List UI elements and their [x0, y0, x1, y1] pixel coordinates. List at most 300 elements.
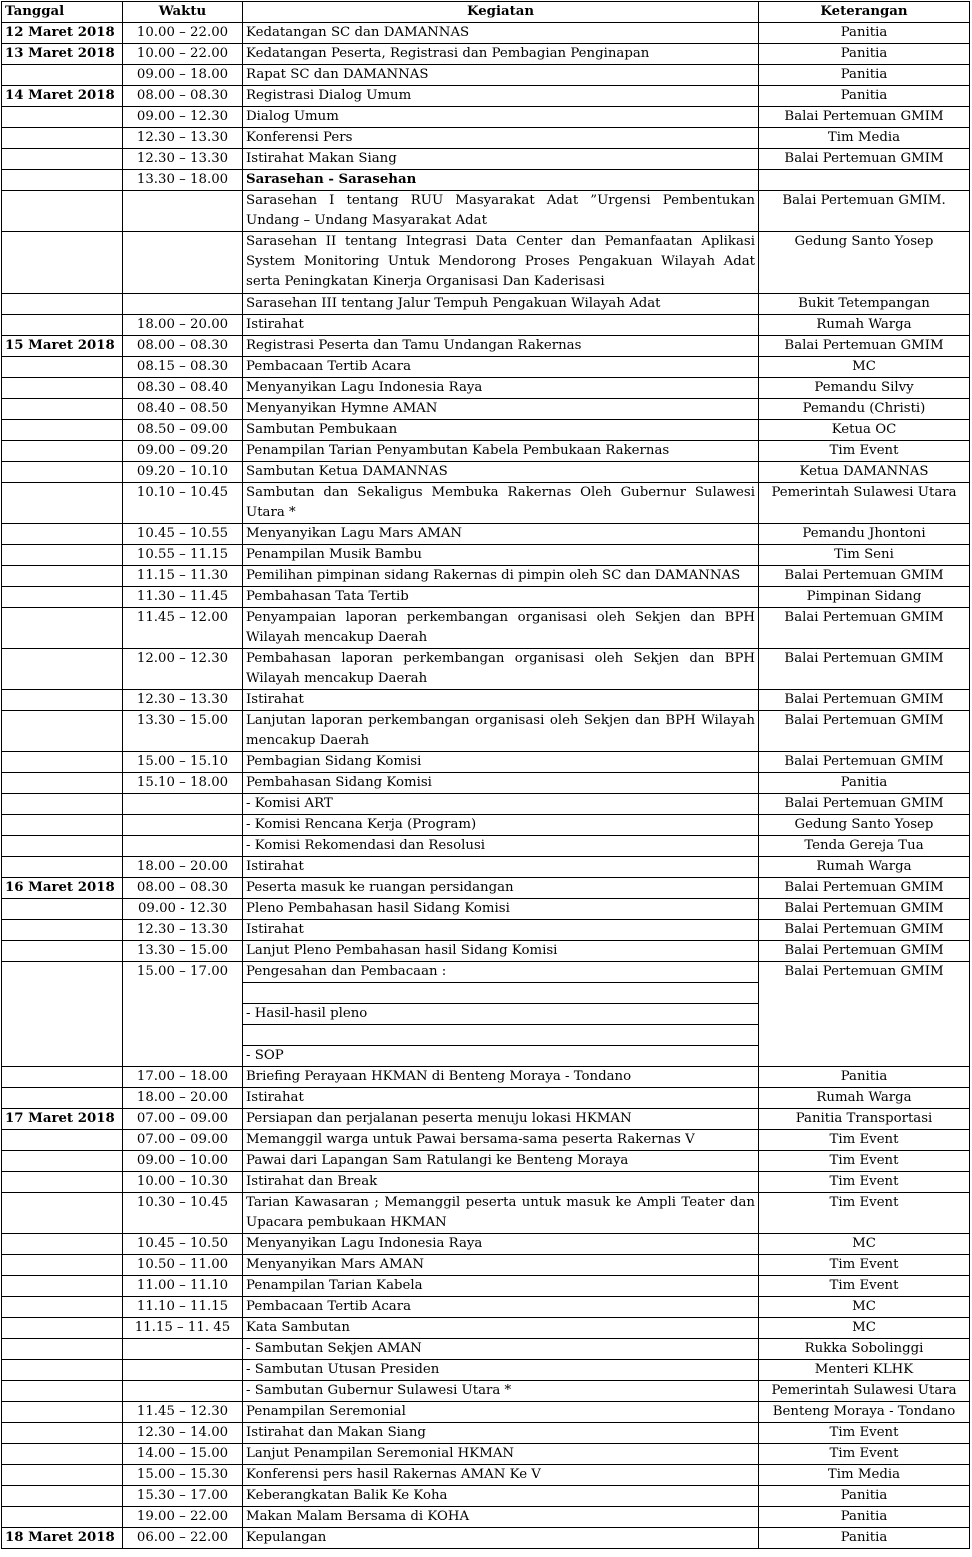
row-date: 14 Maret 2018 [2, 86, 123, 107]
row-note: Balai Pertemuan GMIM. [759, 191, 970, 232]
row-date [2, 1486, 123, 1507]
row-time: 18.00 – 20.00 [123, 857, 243, 878]
row-time: 11.15 – 11. 45 [123, 1318, 243, 1339]
row-date [2, 1507, 123, 1528]
row-time: 15.30 – 17.00 [123, 1486, 243, 1507]
row-note: Menteri KLHK [759, 1360, 970, 1381]
row-activity: Penampilan Seremonial [243, 1402, 759, 1423]
row-activity: Istirahat [243, 315, 759, 336]
row-activity: Menyanyikan Hymne AMAN [243, 399, 759, 420]
row-date [2, 752, 123, 773]
table-row [2, 1444, 970, 1465]
table-row [2, 107, 970, 128]
row-activity: - Sambutan Gubernur Sulawesi Utara * [243, 1381, 759, 1402]
table-row [2, 1465, 970, 1486]
table-row [2, 1172, 970, 1193]
table-row [2, 1402, 970, 1423]
table-row [2, 149, 970, 170]
row-note: Panitia [759, 1528, 970, 1549]
row-time: 18.00 – 20.00 [123, 315, 243, 336]
table-row [2, 1276, 970, 1297]
table-row [2, 545, 970, 566]
table-row [2, 170, 970, 191]
row-activity: Dialog Umum [243, 107, 759, 128]
row-time: 11.30 – 11.45 [123, 587, 243, 608]
row-note: Balai Pertemuan GMIM [759, 878, 970, 899]
table-row [2, 23, 970, 44]
row-activity: - Komisi Rencana Kerja (Program) [243, 815, 759, 836]
table-row [2, 128, 970, 149]
row-activity: Konferensi Pers [243, 128, 759, 149]
row-note: Balai Pertemuan GMIM [759, 941, 970, 962]
row-date [2, 315, 123, 336]
row-time: 10.00 – 22.00 [123, 23, 243, 44]
table-row [2, 587, 970, 608]
row-date [2, 399, 123, 420]
row-activity: Sarasehan - Sarasehan [243, 170, 759, 191]
row-date [2, 1088, 123, 1109]
schedule-table [1, 1, 970, 1549]
row-note: MC [759, 357, 970, 378]
row-time: 11.45 – 12.30 [123, 1402, 243, 1423]
row-time: 13.30 – 15.00 [123, 711, 243, 752]
row-date [2, 1360, 123, 1381]
row-time: 12.30 – 13.30 [123, 149, 243, 170]
row-activity: Pembagian Sidang Komisi [243, 752, 759, 773]
table-row [2, 1130, 970, 1151]
row-note: Panitia [759, 23, 970, 44]
row-time: 10.45 – 10.55 [123, 524, 243, 545]
table-row [2, 483, 970, 524]
table-row [2, 1255, 970, 1276]
table-row [2, 357, 970, 378]
row-time: 10.10 – 10.45 [123, 483, 243, 524]
row-time: 12.30 – 13.30 [123, 128, 243, 149]
row-date [2, 1172, 123, 1193]
table-row [2, 1088, 970, 1109]
row-note: Panitia [759, 86, 970, 107]
row-time [123, 1339, 243, 1360]
row-activity: Sambutan Pembukaan [243, 420, 759, 441]
row-activity: Kedatangan Peserta, Registrasi dan Pembagian Penginapan [243, 44, 759, 65]
row-time: 07.00 – 09.00 [123, 1109, 243, 1130]
row-time: 17.00 – 18.00 [123, 1067, 243, 1088]
row-time: 15.00 – 17.00 [123, 962, 243, 1067]
table-row [2, 1360, 970, 1381]
row-note: Tim Event [759, 1151, 970, 1172]
row-date [2, 65, 123, 86]
row-date [2, 941, 123, 962]
row-activity: Pembacaan Tertib Acara [243, 357, 759, 378]
row-time: 10.30 – 10.45 [123, 1193, 243, 1234]
table-row [2, 1193, 970, 1234]
table-row [2, 752, 970, 773]
row-date: 13 Maret 2018 [2, 44, 123, 65]
row-note: Balai Pertemuan GMIM [759, 566, 970, 587]
row-date [2, 420, 123, 441]
row-activity: Penampilan Musik Bambu [243, 545, 759, 566]
row-date [2, 1234, 123, 1255]
row-date [2, 1151, 123, 1172]
row-note: Tim Event [759, 1444, 970, 1465]
row-note: Balai Pertemuan GMIM [759, 690, 970, 711]
row-activity: Istirahat dan Makan Siang [243, 1423, 759, 1444]
table-row [2, 690, 970, 711]
row-note: Panitia [759, 1486, 970, 1507]
row-time: 13.30 – 18.00 [123, 170, 243, 191]
row-date [2, 294, 123, 315]
row-activity: Kata Sambutan [243, 1318, 759, 1339]
row-time [123, 232, 243, 294]
row-time: 10.45 – 10.50 [123, 1234, 243, 1255]
row-note: Balai Pertemuan GMIM [759, 149, 970, 170]
row-date [2, 232, 123, 294]
row-time: 12.30 – 14.00 [123, 1423, 243, 1444]
row-date [2, 1339, 123, 1360]
row-note: Tim Event [759, 1130, 970, 1151]
table-row [2, 1486, 970, 1507]
row-activity: Registrasi Peserta dan Tamu Undangan Rakernas [243, 336, 759, 357]
row-activity: Istirahat [243, 920, 759, 941]
row-note: Tenda Gereja Tua [759, 836, 970, 857]
row-note: Tim Media [759, 128, 970, 149]
row-note: Balai Pertemuan GMIM [759, 920, 970, 941]
table-row [2, 857, 970, 878]
row-activity: Menyanyikan Lagu Indonesia Raya [243, 1234, 759, 1255]
row-time [123, 294, 243, 315]
row-date [2, 962, 123, 1067]
row-date [2, 191, 123, 232]
header-time: Waktu [123, 2, 243, 23]
row-note: Panitia Transportasi [759, 1109, 970, 1130]
table-row [2, 899, 970, 920]
row-note: Rukka Sobolinggi [759, 1339, 970, 1360]
row-note: Bukit Tetempangan [759, 294, 970, 315]
table-row [2, 649, 970, 690]
row-activity: Pembahasan Tata Tertib [243, 587, 759, 608]
row-time: 08.15 – 08.30 [123, 357, 243, 378]
row-activity: Persiapan dan perjalanan peserta menuju lokasi HKMAN [243, 1109, 759, 1130]
table-row [2, 1234, 970, 1255]
row-time [123, 836, 243, 857]
row-activity: Istirahat [243, 857, 759, 878]
row-date [2, 711, 123, 752]
row-date: 16 Maret 2018 [2, 878, 123, 899]
row-note: Panitia [759, 44, 970, 65]
row-activity: Menyanyikan Lagu Mars AMAN [243, 524, 759, 545]
row-date [2, 483, 123, 524]
table-row [2, 65, 970, 86]
row-date [2, 587, 123, 608]
table-row [2, 1318, 970, 1339]
row-date [2, 836, 123, 857]
row-time: 07.00 – 09.00 [123, 1130, 243, 1151]
row-activity: Penyampaian laporan perkembangan organisasi oleh Sekjen dan BPH Wilayah mencakup Daerah [243, 608, 759, 649]
row-activity: Konferensi pers hasil Rakernas AMAN Ke V [243, 1465, 759, 1486]
row-note: Balai Pertemuan GMIM [759, 608, 970, 649]
row-note: Tim Event [759, 1276, 970, 1297]
row-date [2, 1067, 123, 1088]
row-activity: Briefing Perayaan HKMAN di Benteng Moraya - Tondano [243, 1067, 759, 1088]
row-activity: Lanjut Pleno Pembahasan hasil Sidang Komisi [243, 941, 759, 962]
row-time: 15.00 – 15.30 [123, 1465, 243, 1486]
row-date [2, 1130, 123, 1151]
row-time: 09.00 - 12.30 [123, 899, 243, 920]
activity-subline: - Hasil-hasil pleno [243, 1004, 758, 1025]
row-date [2, 857, 123, 878]
row-activity: Rapat SC dan DAMANNAS [243, 65, 759, 86]
row-note: Rumah Warga [759, 857, 970, 878]
row-date: 17 Maret 2018 [2, 1109, 123, 1130]
row-time: 10.55 – 11.15 [123, 545, 243, 566]
header-note: Keterangan [759, 2, 970, 23]
row-date [2, 1276, 123, 1297]
row-note: Tim Event [759, 1423, 970, 1444]
row-date [2, 649, 123, 690]
header-date: Tanggal [2, 2, 123, 23]
row-date [2, 1381, 123, 1402]
row-note: Panitia [759, 773, 970, 794]
row-date [2, 545, 123, 566]
row-note: Rumah Warga [759, 315, 970, 336]
row-time: 19.00 – 22.00 [123, 1507, 243, 1528]
row-note: Ketua DAMANNAS [759, 462, 970, 483]
row-time: 14.00 – 15.00 [123, 1444, 243, 1465]
table-row [2, 524, 970, 545]
table-row [2, 962, 970, 1067]
row-date [2, 462, 123, 483]
row-time: 15.00 – 15.10 [123, 752, 243, 773]
table-row [2, 794, 970, 815]
table-row [2, 941, 970, 962]
table-row [2, 294, 970, 315]
row-note: Tim Media [759, 1465, 970, 1486]
row-date [2, 566, 123, 587]
row-time: 11.45 – 12.00 [123, 608, 243, 649]
row-date [2, 441, 123, 462]
row-activity: Penampilan Tarian Penyambutan Kabela Pembukaan Rakernas [243, 441, 759, 462]
row-note: Pemandu (Christi) [759, 399, 970, 420]
row-time: 09.00 – 09.20 [123, 441, 243, 462]
row-note: Tim Event [759, 441, 970, 462]
row-note: Balai Pertemuan GMIM [759, 336, 970, 357]
row-time: 10.50 – 11.00 [123, 1255, 243, 1276]
row-time [123, 1381, 243, 1402]
row-date [2, 107, 123, 128]
row-note: Panitia [759, 1067, 970, 1088]
row-activity: - Komisi Rekomendasi dan Resolusi [243, 836, 759, 857]
row-date [2, 794, 123, 815]
row-time [123, 815, 243, 836]
table-row [2, 191, 970, 232]
row-time: 08.00 – 08.30 [123, 878, 243, 899]
row-note: Balai Pertemuan GMIM [759, 752, 970, 773]
row-activity: Istirahat [243, 1088, 759, 1109]
row-note: Tim Event [759, 1193, 970, 1234]
row-time: 09.00 – 12.30 [123, 107, 243, 128]
row-time [123, 794, 243, 815]
table-row [2, 441, 970, 462]
row-time: 08.40 – 08.50 [123, 399, 243, 420]
row-time: 08.00 – 08.30 [123, 86, 243, 107]
table-row [2, 462, 970, 483]
row-note: Pemerintah Sulawesi Utara [759, 483, 970, 524]
row-time: 12.30 – 13.30 [123, 920, 243, 941]
row-note: Ketua OC [759, 420, 970, 441]
row-time [123, 1360, 243, 1381]
table-row [2, 566, 970, 587]
table-row [2, 1339, 970, 1360]
row-note: Balai Pertemuan GMIM [759, 711, 970, 752]
row-activity: Tarian Kawasaran ; Memanggil peserta untuk masuk ke Ampli Teater dan Upacara pembukaan HKMAN [243, 1193, 759, 1234]
table-row [2, 399, 970, 420]
row-date [2, 690, 123, 711]
row-date [2, 378, 123, 399]
header-activity: Kegiatan [243, 2, 759, 23]
row-date [2, 149, 123, 170]
row-activity: Sarasehan I tentang RUU Masyarakat Adat ”Urgensi Pembentukan Undang – Undang Masyarakat Adat [243, 191, 759, 232]
row-activity: - Sambutan Utusan Presiden [243, 1360, 759, 1381]
table-row [2, 44, 970, 65]
row-note [759, 170, 970, 191]
row-activity: Lanjutan laporan perkembangan organisasi oleh Sekjen dan BPH Wilayah mencakup Daerah [243, 711, 759, 752]
table-row [2, 878, 970, 899]
row-activity [243, 962, 759, 1067]
row-activity: Sambutan dan Sekaligus Membuka Rakernas Oleh Gubernur Sulawesi Utara * [243, 483, 759, 524]
table-row [2, 920, 970, 941]
row-activity: Pemilihan pimpinan sidang Rakernas di pimpin oleh SC dan DAMANNAS [243, 566, 759, 587]
row-note: Rumah Warga [759, 1088, 970, 1109]
row-date [2, 773, 123, 794]
table-row [2, 1507, 970, 1528]
row-activity: Peserta masuk ke ruangan persidangan [243, 878, 759, 899]
row-time: 18.00 – 20.00 [123, 1088, 243, 1109]
row-time: 09.00 – 18.00 [123, 65, 243, 86]
row-activity: Pembahasan Sidang Komisi [243, 773, 759, 794]
row-date [2, 1255, 123, 1276]
row-activity: Menyanyikan Lagu Indonesia Raya [243, 378, 759, 399]
table-row [2, 1297, 970, 1318]
table-row [2, 315, 970, 336]
table-row [2, 1151, 970, 1172]
row-time: 09.20 – 10.10 [123, 462, 243, 483]
row-date [2, 128, 123, 149]
activity-subline: - SOP [246, 1048, 284, 1063]
row-note: Panitia [759, 1507, 970, 1528]
row-note: Panitia [759, 65, 970, 86]
row-activity: Istirahat dan Break [243, 1172, 759, 1193]
row-note: Pemandu Jhontoni [759, 524, 970, 545]
table-row [2, 773, 970, 794]
row-activity: Kedatangan SC dan DAMANNAS [243, 23, 759, 44]
table-row [2, 420, 970, 441]
table-row [2, 1109, 970, 1130]
row-date [2, 1465, 123, 1486]
row-date [2, 357, 123, 378]
row-note: Balai Pertemuan GMIM [759, 899, 970, 920]
table-row [2, 86, 970, 107]
row-date: 12 Maret 2018 [2, 23, 123, 44]
activity-subline [243, 983, 758, 1004]
table-row [2, 1423, 970, 1444]
row-activity: Kepulangan [243, 1528, 759, 1549]
table-row [2, 378, 970, 399]
table-row [2, 836, 970, 857]
table-row [2, 711, 970, 752]
row-note: Pemandu Silvy [759, 378, 970, 399]
row-activity: Makan Malam Bersama di KOHA [243, 1507, 759, 1528]
table-row [2, 815, 970, 836]
row-note: Balai Pertemuan GMIM [759, 794, 970, 815]
table-row [2, 608, 970, 649]
row-date [2, 1402, 123, 1423]
activity-subline [243, 1025, 758, 1046]
row-activity: Pembahasan laporan perkembangan organisasi oleh Sekjen dan BPH Wilayah mencakup Daerah [243, 649, 759, 690]
row-date [2, 1193, 123, 1234]
row-date [2, 1444, 123, 1465]
row-note: MC [759, 1234, 970, 1255]
row-activity: Keberangkatan Balik Ke Koha [243, 1486, 759, 1507]
table-row [2, 336, 970, 357]
row-activity: Penampilan Tarian Kabela [243, 1276, 759, 1297]
row-note: Gedung Santo Yosep [759, 232, 970, 294]
row-date [2, 899, 123, 920]
row-time: 10.00 – 10.30 [123, 1172, 243, 1193]
row-note: MC [759, 1318, 970, 1339]
row-activity: Pleno Pembahasan hasil Sidang Komisi [243, 899, 759, 920]
row-note: Pemerintah Sulawesi Utara [759, 1381, 970, 1402]
row-note: Balai Pertemuan GMIM [759, 962, 970, 1067]
row-activity: Memanggil warga untuk Pawai bersama-sama peserta Rakernas V [243, 1130, 759, 1151]
row-time: 06.00 – 22.00 [123, 1528, 243, 1549]
row-date: 15 Maret 2018 [2, 336, 123, 357]
row-note: MC [759, 1297, 970, 1318]
row-date: 18 Maret 2018 [2, 1528, 123, 1549]
row-note: Pimpinan Sidang [759, 587, 970, 608]
row-note: Gedung Santo Yosep [759, 815, 970, 836]
row-activity: - Komisi ART [243, 794, 759, 815]
row-note: Balai Pertemuan GMIM [759, 649, 970, 690]
row-note: Tim Event [759, 1172, 970, 1193]
row-time: 11.00 – 11.10 [123, 1276, 243, 1297]
row-activity: Menyanyikan Mars AMAN [243, 1255, 759, 1276]
table-row [2, 1381, 970, 1402]
row-date [2, 524, 123, 545]
row-date [2, 1297, 123, 1318]
row-time: 08.50 – 09.00 [123, 420, 243, 441]
row-time: 11.10 – 11.15 [123, 1297, 243, 1318]
row-time: 08.00 – 08.30 [123, 336, 243, 357]
row-date [2, 920, 123, 941]
row-time: 10.00 – 22.00 [123, 44, 243, 65]
row-date [2, 815, 123, 836]
row-time: 12.30 – 13.30 [123, 690, 243, 711]
table-row [2, 1067, 970, 1088]
row-activity: Lanjut Penampilan Seremonial HKMAN [243, 1444, 759, 1465]
row-activity: Sarasehan III tentang Jalur Tempuh Pengakuan Wilayah Adat [243, 294, 759, 315]
row-time: 15.10 – 18.00 [123, 773, 243, 794]
row-note: Benteng Moraya - Tondano [759, 1402, 970, 1423]
row-date [2, 1318, 123, 1339]
row-activity: - Sambutan Sekjen AMAN [243, 1339, 759, 1360]
row-time: 13.30 – 15.00 [123, 941, 243, 962]
row-note: Tim Event [759, 1255, 970, 1276]
row-activity: Registrasi Dialog Umum [243, 86, 759, 107]
row-time: 11.15 – 11.30 [123, 566, 243, 587]
row-time: 12.00 – 12.30 [123, 649, 243, 690]
row-time: 08.30 – 08.40 [123, 378, 243, 399]
row-activity: Pembacaan Tertib Acara [243, 1297, 759, 1318]
